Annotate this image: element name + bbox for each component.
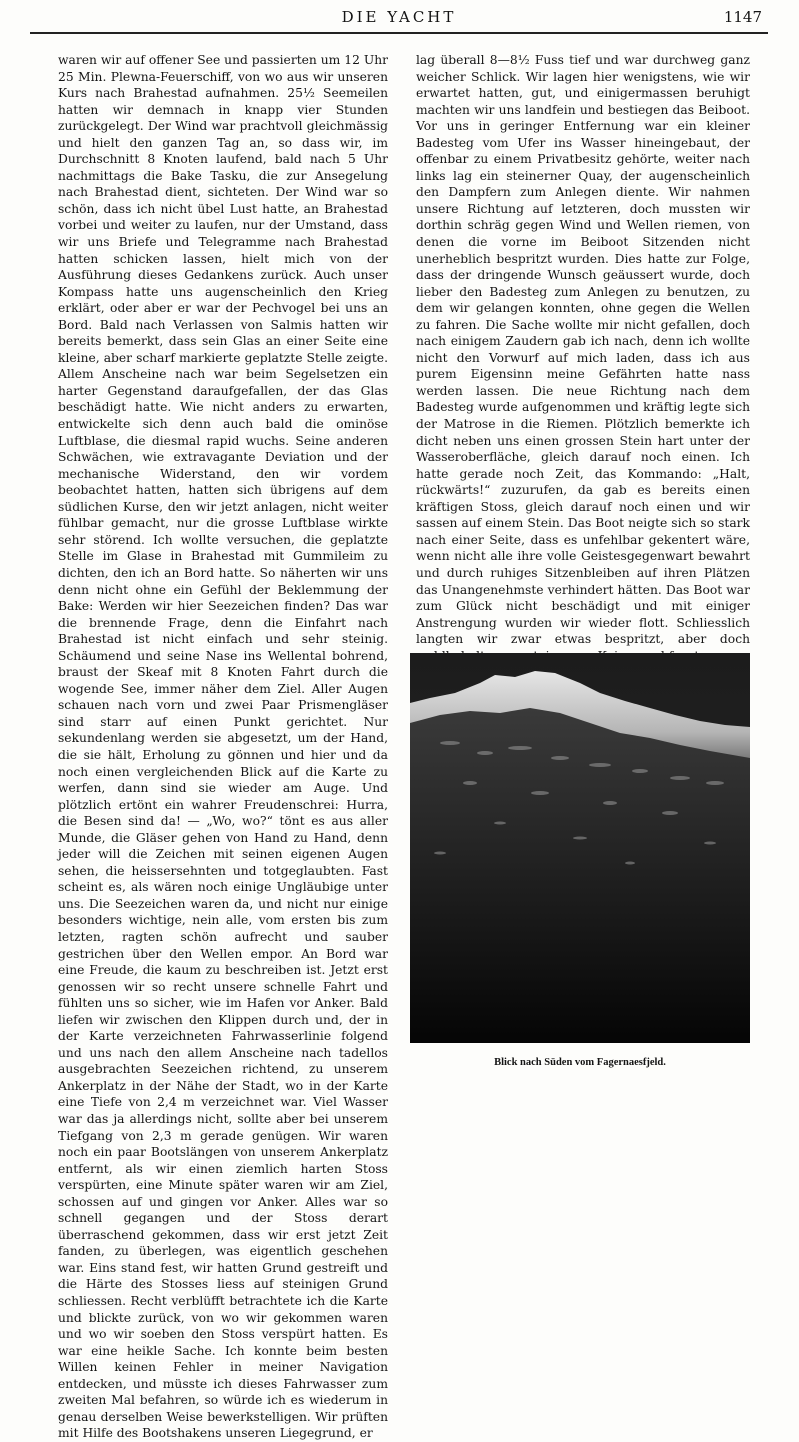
left-column: [58, 52, 388, 1442]
right-column-text: lag überall 8—8½ Fuss tief und war durchweg ganz weicher Schlick. Wir lagen hier wenigstens, wie wir erwartet hatten, gut, und einigermassen beruhigt machten wir uns landfein und bestiegen das Beiboot. Vor uns in geringer Entfernung war ein kleiner Badesteg vom Ufer ins Wasser hineingebaut, der offenbar zu einem Privatbesitz gehörte, weiter nach links lag ein steinerner Quay, der augenscheinlich den Dampfern zum Anlegen diente. Wir nahmen unsere Richtung auf letzteren, doch mussten wir dorthin schräg gegen Wind und Wellen riemen, von denen die vorne im Beiboot Sitzenden nicht unerheblich bespritzt wurden. Dies hatte zur Folge, dass der dringende Wunsch geäussert wurde, doch lieber den Badesteg zum Anlegen zu benutzen, zu dem wir gelangen konnten, ohne gegen die Wellen zu fahren. Die Sache wollte mir nicht gefallen, doch nach einigem Zaudern gab ich nach, denn ich wollte nicht den Vorwurf auf mich laden, dass ich aus purem Eigensinn meine Gefährten hatte nass werden lassen. Die neue Richtung nach dem Badesteg wurde aufgenommen und kräftig legte sich der Matrose in die Riemen. Plötzlich bemerkte ich dicht neben uns einen grossen Stein hart unter der Wasseroberfläche, gleich darauf noch einen. Ich hatte gerade noch Zeit, das Kommando: „Halt, rückwärts!“ zuzurufen, da gab es bereits einen kräftigen Stoss, gleich darauf noch einen und wir sassen auf einem Stein. Das Boot neigte sich so stark nach einer Seite, dass es unfehlbar gekentert wäre, wenn nicht alle ihre volle Geistesgegenwart bewahrt und durch ruhiges Sitzenbleiben auf ihren Plätzen das Unangenehmste verhindert hätten. Das Boot war zum Glück nicht beschädigt und mit einiger Anstrengung wurden wir wieder flott. Schliesslich langten wir zwar etwas bespritzt, aber doch: [416, 53, 750, 647]
page-header: [30, 4, 768, 34]
page-number: 1147: [723, 8, 762, 26]
left-column-text: waren wir auf offener See und passierten um 12 Uhr 25 Min. Plewna-Feuerschiff, von wo aus wir unseren Kurs nach Brahestad aufnahmen. 25½ Seemeilen hatten wir demnach in knapp vier Stunden zurückgelegt. Der Wind war prachtvoll gleichmässig und hielt den ganzen Tag an, so dass wir, im Durchschnitt 8 Knoten laufend, bald nach 5 Uhr nachmittags die Bake Tasku, die zur Ansegelung nach Brahestad dient, sichteten. Der Wind war so schön, dass ich nicht übel Lust hatte, an Brahestad vorbei und weiter zu laufen, nur der Umstand, dass wir uns Briefe und Telegramme nach Brahestad hatten schicken lassen, hielt mich von der Ausführung dieses Gedankens zurück. Auch unser Kompass hatte uns augenscheinlich den Krieg erklärt, oder aber er war der Pechvogel bei uns an Bord. Bald nach Verlassen von Salmis hatten wir bereits bemerkt, dass sein Glas an einer Seite eine kleine, aber scharf markierte geplatzte Stelle zeigte. Allem Anscheine nach war beim Segelsetzen ein harter Gegenstand daraufgefallen, der das Glas beschädigt hatte. Wie nicht anders zu erwarten, entwickelte sich denn auch bald die ominöse Luftblase, die diesmal rapid wuchs. Seine anderen Schwächen, wie extravagante Deviation und der mechanische Widerstand, den wir vordem beobachtet hatten, hatten sich übrigens auf dem südlichen Kurse, den wir jetzt anlagen, nicht weiter fühlbar gemacht, nur die grosse Luftblase wirkte sehr störend. Ich wollte versuchen, die geplatzte Stelle im Glase in Brahestad mit Gummileim zu dichten, den ich an Bord hatte. So näherten wir uns denn nicht ohne ein Gefühl der Beklemmung der Bake: Werden wir hier Seezeichen finden? Das war die brennende Frage, denn die Einfahrt nach Brahestad ist nicht einfach und sehr steinig. Schäumend und seine Nase ins Wellental bohrend, braust der Skeaf mit 8 Knoten Fahrt durch die wogende See, immer näher dem Ziel. Aller Augen schauen nach vorn und zwei Paar Prismengläser sind starr auf einen Punkt gerichtet. Nur sekundenlang werden sie abgesetzt, um der Hand, die sie hält, Erholung zu gönnen und hier und da noch einen vergleichenden Blick auf die Karte zu werfen, dann sind sie wieder am Auge. Und plötzlich ertönt ein wahrer Freudenschrei: Hurra, die Besen sind da! — „Wo, wo?“ tönt es aus aller Munde, die Gläser gehen von Hand zu Hand, denn jeder will die Zeichen mit seinen eigenen Augen sehen, die heissersehnten und totgeglaubten. Fast scheint es, als wären noch einige Ungläubige unter uns. Die Seezeichen waren da, und nicht nur einige besonders wichtige, nein alle, vom ersten bis zum letzten, ragten schön aufrecht und sauber gestrichen über den Wellen empor. An Bord war eine Freude, die kaum zu beschreiben ist. Jetzt erst genossen wir so recht unsere schnelle Fahrt und fühlten uns so sicher, wie im Hafen vor Anker. Bald liefen wir zwischen den Klippen durch und, der in der Karte verzeichneten Fahrwasserlinie folgend und uns nach den allem Anscheine nach tadellos ausgebrachten Seezeichen richtend, zu unserem Ankerplatz in der Nähe der Stadt, wo in der Karte eine Tiefe von 2,4 m verzeichnet war. Viel Wasser war das ja allerdings nicht, sollte aber bei unserem Tiefgang von 2,3 m gerade genügen. Wir waren noch ein paar Bootslängen von unserem Ankerplatz entfernt, als wir einen ziemlich harten Stoss verspürten, eine Minute später waren wir am Ziel, schossen auf und gingen vor Anker. Alles war so schnell gegangen und der Stoss derart überraschend gekommen, dass wir erst jetzt Zeit fanden, zu überlegen, was eigentlich geschehen war. Eins stand fest, wir hatten Grund gestreift und die Härte des Stosses liess auf steinigen Grund schliessen. Recht verblüfft betrachtete ich die Karte und blickte zurück, von wo wir gekommen waren und wo wir soeben den Stoss verspürt hatten. Es war eine heikle Sache. Ich konnte beim besten Willen keinen Fehler in meiner Navigation entdecken, und müsste ich dieses Fahrwasser zum zweiten Mal befahren, so würde ich es wiederum in genau derselben Weise bewerkstelligen. Wir prüften mit Hilfe des Bootshakens unseren Liegegrund, er: [58, 53, 388, 1441]
right-column: [416, 52, 750, 664]
mountain-photo-image: [410, 653, 750, 1043]
journal-title: DIE YACHT: [341, 8, 457, 26]
mountain-photo: [410, 653, 750, 1043]
photo-caption: Blick nach Süden vom Fagernaesfjeld.: [494, 1057, 666, 1068]
